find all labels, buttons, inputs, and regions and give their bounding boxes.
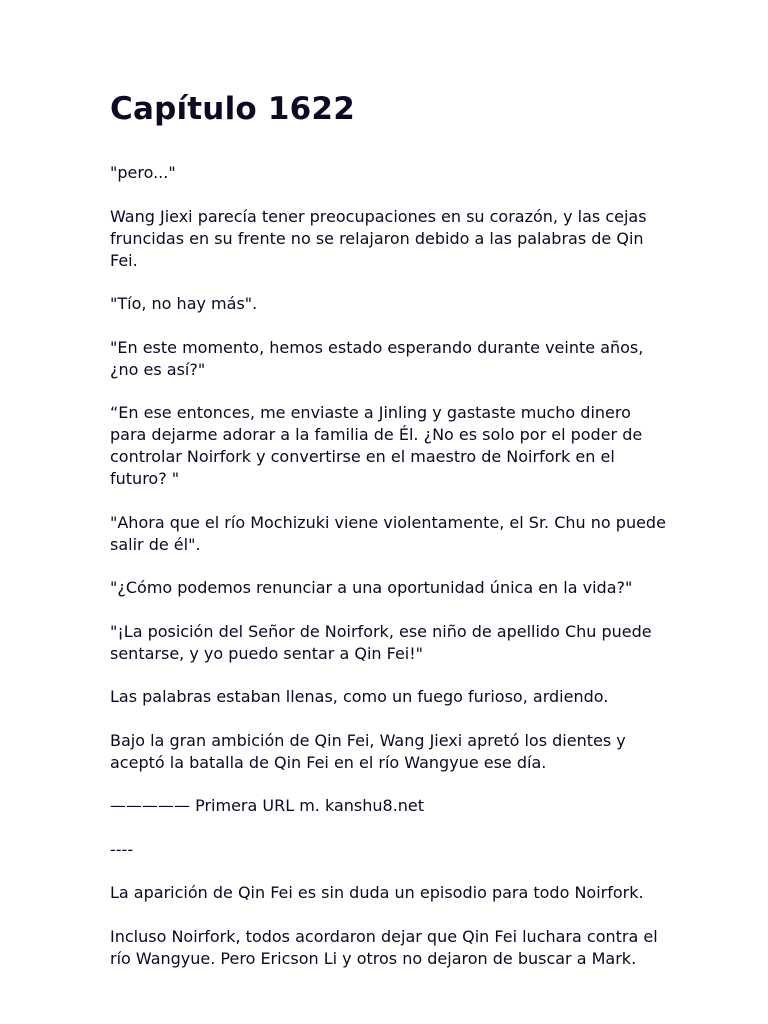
paragraph: Incluso Noirfork, todos acordaron dejar que Qin Fei luchara contra el río Wangyue. Pero Ericson Li y otros no dejaron de buscar a Mark. xyxy=(110,926,658,968)
separator-line: ---- xyxy=(110,839,134,859)
paragraph: "pero..." xyxy=(110,163,176,182)
paragraph: "¡La posición del Señor de Noirfork, ese niño de apellido Chu puede sentarse, y yo puedo sentar a Qin Fei!" xyxy=(110,621,652,663)
paragraph: "En este momento, hemos estado esperando durante veinte años, ¿no es así?" xyxy=(110,337,644,379)
paragraph: "Ahora que el río Mochizuki viene violentamente, el Sr. Chu no puede salir de él". xyxy=(110,512,666,554)
source-url-line: ————— Primera URL m. kanshu8.net xyxy=(110,796,425,815)
paragraph: Wang Jiexi parecía tener preocupaciones en su corazón, y las cejas fruncidas en su frente no se relajaron debido a las palabras de Qin Fei. xyxy=(110,206,647,270)
paragraph: Bajo la gran ambición de Qin Fei, Wang Jiexi apretó los dientes y aceptó la batalla de Qin Fei en el río Wangyue ese día. xyxy=(110,730,626,772)
paragraph: “En ese entonces, me enviaste a Jinling y gastaste mucho dinero para dejarme adorar a la familia de Él. ¿No es solo por el poder de controlar Noirfork y convertirse en el maestro de Noirfork en el futuro? " xyxy=(110,403,643,488)
chapter-title: Capítulo 1622 xyxy=(110,91,355,127)
paragraph: La aparición de Qin Fei es sin duda un episodio para todo Noirfork. xyxy=(110,883,644,902)
paragraph: "Tío, no hay más". xyxy=(110,294,258,313)
document-page xyxy=(110,88,670,991)
paragraph: "¿Cómo podemos renunciar a una oportunidad única en la vida?" xyxy=(110,578,633,597)
paragraph: Las palabras estaban llenas, como un fuego furioso, ardiendo. xyxy=(110,687,609,706)
